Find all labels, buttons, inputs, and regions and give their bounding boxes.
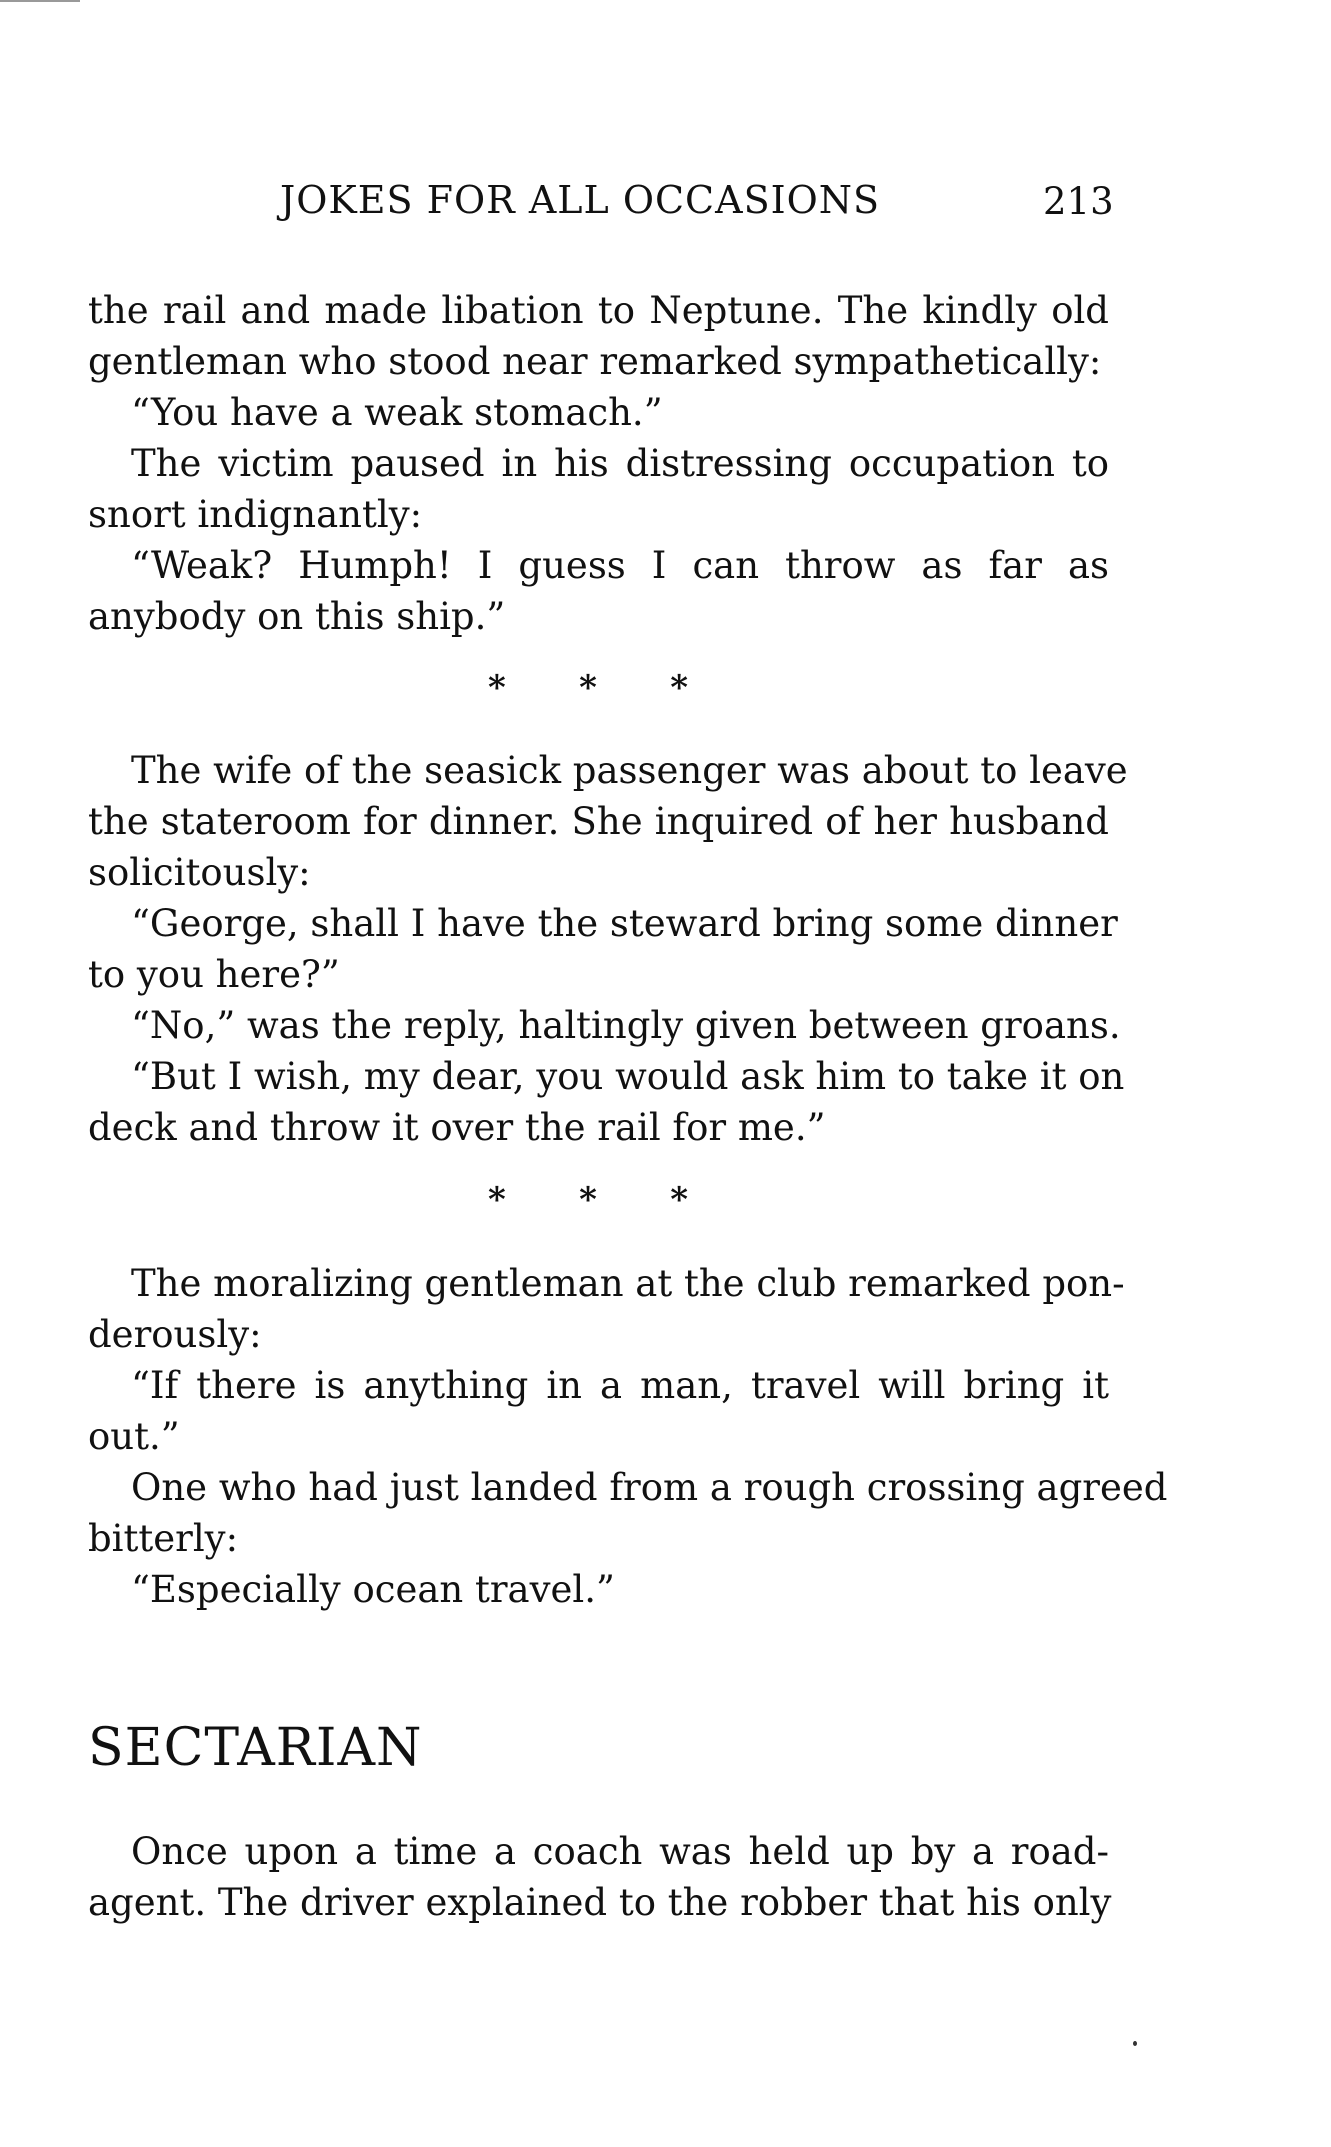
scan-edge-mark xyxy=(0,0,80,2)
text-line: The wife of the seasick passenger was about to leave xyxy=(131,749,1128,792)
section-divider xyxy=(488,668,688,708)
text-line: snort indignantly: xyxy=(88,493,423,536)
section-divider xyxy=(488,1180,688,1220)
scan-speck xyxy=(1133,2041,1137,2046)
divider-asterisk: * xyxy=(670,1180,688,1220)
text-line: “No,” was the reply, haltingly given between groans. xyxy=(131,1004,1121,1047)
text-line: the rail and made libation to Neptune. The kindly old xyxy=(88,289,1109,332)
divider-asterisk: * xyxy=(670,668,688,708)
text-line: out.” xyxy=(88,1415,180,1458)
text-line: “George, shall I have the steward bring some dinner xyxy=(131,902,1118,945)
page-number: 213 xyxy=(1043,180,1114,223)
text-line: solicitously: xyxy=(88,851,311,894)
text-line: deck and throw it over the rail for me.” xyxy=(88,1106,826,1149)
text-line: The victim paused in his distressing occupation to xyxy=(131,442,1109,485)
divider-asterisk: * xyxy=(488,668,506,708)
text-line: to you here?” xyxy=(88,953,340,996)
text-line: “You have a weak stomach.” xyxy=(131,391,663,434)
text-line: “If there is anything in a man, travel will bring it xyxy=(131,1364,1109,1407)
text-line: “Weak? Humph! I guess I can throw as far as xyxy=(131,544,1109,587)
text-line: “But I wish, my dear, you would ask him to take it on xyxy=(131,1055,1125,1098)
running-head: JOKES FOR ALL OCCASIONS xyxy=(280,178,881,222)
text-line: agent. The driver explained to the robber that his only xyxy=(88,1881,1112,1924)
divider-asterisk: * xyxy=(488,1180,506,1220)
text-line: “Especially ocean travel.” xyxy=(131,1568,615,1611)
text-line: Once upon a time a coach was held up by a road- xyxy=(131,1830,1109,1873)
divider-asterisk: * xyxy=(579,1180,597,1220)
text-line: gentleman who stood near remarked sympathetically: xyxy=(88,340,1102,383)
text-line: the stateroom for dinner. She inquired of her husband xyxy=(88,800,1109,843)
divider-asterisk: * xyxy=(579,668,597,708)
text-line: bitterly: xyxy=(88,1517,239,1560)
text-line: One who had just landed from a rough crossing agreed xyxy=(131,1466,1168,1509)
section-heading: SECTARIAN xyxy=(88,1718,423,1778)
text-line: derously: xyxy=(88,1313,262,1356)
text-line: The moralizing gentleman at the club remarked pon- xyxy=(131,1262,1125,1305)
text-line: anybody on this ship.” xyxy=(88,595,506,638)
